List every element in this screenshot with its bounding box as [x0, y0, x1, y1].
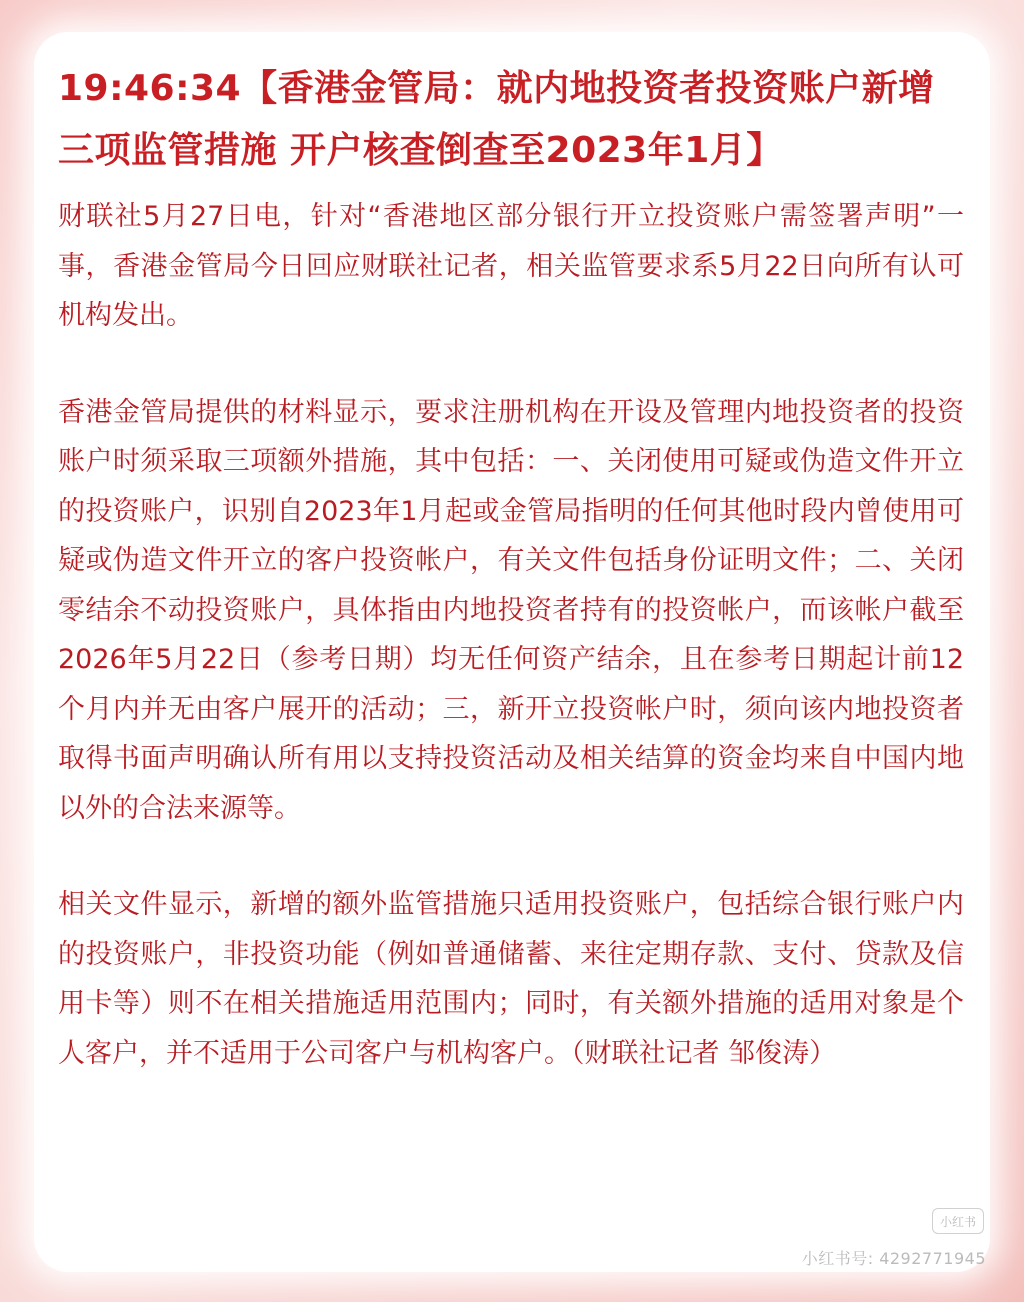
paragraph-intro: 财联社5月27日电，针对“香港地区部分银行开立投资账户需签署声明”一事，香港金管局今日回应财联社记者，相关监管要求系5月22日向所有认可机构发出。 — [58, 201, 964, 331]
xiaohongshu-logo-watermark: 小红书 — [932, 1208, 984, 1234]
news-headline: 19:46:34【香港金管局：就内地投资者投资账户新增三项监管措施 开户核查倒查至2023年1月】 — [58, 68, 935, 171]
paragraph-measures: 香港金管局提供的材料显示，要求注册机构在开设及管理内地投资者的投资账户时须采取三项额外措施，其中包括：一、关闭使用可疑或伪造文件开立的投资账户，识别自2023年1月起或金管局指明的任何其他时段内曾使用可疑或伪造文件开立的客户投资帐户，有关文件包括身份证明文件；二、关闭零结余不动投资账户，具体指由内地投资者持有的投资帐户，而该帐户截至2026年5月22日（参考日期）均无任何资产结余，且在参考日期起计前12个月内并无由客户展开的活动；三，新开立投资帐户时，须向该内地投资者取得书面声明确认所有用以支持投资活动及相关结算的资金均来自中国内地以外的合法来源等。 — [58, 396, 964, 824]
news-card — [34, 32, 990, 1272]
paragraph-scope: 相关文件显示，新增的额外监管措施只适用投资账户，包括综合银行账户内的投资账户，非投资功能（例如普通储蓄、来往定期存款、支付、贷款及信用卡等）则不在相关措施适用范围内；同时，有关额外措施的适用对象是个人客户，并不适用于公司客户与机构客户。（财联社记者 邹俊涛） — [58, 889, 964, 1069]
xiaohongshu-id-watermark: 小红书号: 4292771945 — [801, 1249, 986, 1268]
